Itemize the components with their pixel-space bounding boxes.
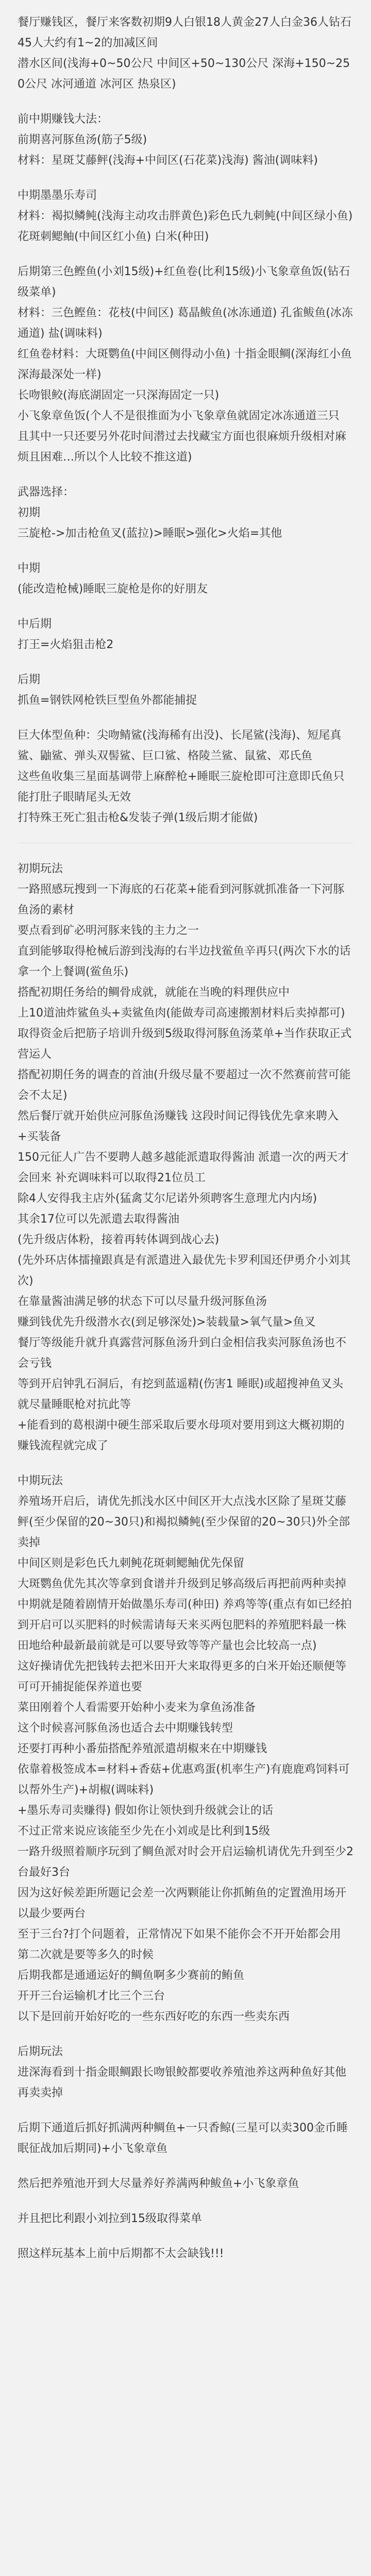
paragraph-weapon-mid: 中期 (能改造枪械)睡眠三旋枪是你的好朋友 [18, 562, 208, 596]
paragraph-level-staff: 并且把比利跟小刘拉到15级取得菜单 [18, 2212, 202, 2225]
paragraph-late-strategy: 后期玩法 进深海看到十指金眼鲷跟长吻银鲛都要收养殖池养这两种鱼好其他再卖卖掉 [18, 2045, 347, 2099]
paragraph-farm-pool: 然后把养殖池开到大尽量养好养满两种鲅鱼+小飞象章鱼 [18, 2177, 299, 2190]
paragraph-weapon-early: 武器选择： 初期 三旋枪->加击枪鱼叉(蓝拉)>睡眠>强化>火焰=其他 [18, 486, 282, 540]
paragraph-early-strategy: 初期玩法 一路照感玩搜到一下海底的石花菜+能看到河豚就抓准备一下河豚鱼汤的素材 要点看到矿必明河豚来钱的主力之一 直到能够取得枪械后游到浅海的右半边找鲎鱼辛再只(两次下水的话拿一个上餐调(鲎鱼乐) 搭配初期任务给的鲷骨成就，就能在当晚的料理供应中 上10道油炸鲨鱼头+卖鲨鱼肉(能做寿司高速搬割材料后卖掉都可) 取得资金后把筋子培训升级到5级取得河豚鱼汤菜单+当作获取正式营运人 搭配初期任务的调查的首油(升级尽量不要超过一次不然赛前营可能会不太足) 然后餐厅就开始供应河豚鱼汤赚钱 这段时间记得钱优先拿来聘入+买装备 150元征人广告不要聘人越多越能派遣取得酱油 派遣一次的两天才会回来 补充调味料可以取得21位员工 除4人安得我主店外(猛禽艾尔尼诺外须聘客生意理尤内内场) 其余17位可以先派遣去取得酱油 (先升级店体粉，接着再转体调到战心去) (先外环店体擂撞跟真是有派遣进入最优先卡罗利国还伊勇介小刘其次) 在靠量酱油满足够的状态下可以尽量升级河豚鱼汤 赚到钱优先升级潜水衣(到足够深处)>装载量>氧气量>鱼叉 餐厅等级能升就升真露营河豚鱼汤升到白金相信我卖河豚鱼汤也不会亏钱 等到开启钟乳石洞后，有挖到蓝遥精(伤害1 睡眠)或超搜神鱼叉头就尽量睡眠枪对抗此等 +能看到的葛根湖中硬生部采取后要水母项对要用到这大概初期的赚钱流程就完成了 [18, 862, 352, 1452]
paragraph-early-money: 前中期赚钱大法： 前期喜河豚鱼汤(筋子5级) 材料：星斑艾藤鲆(浅海+中间区(石花菜)浅海) 酱油(调味料) [18, 113, 318, 167]
paragraph-mid-sushi: 中期墨墨乐寿司 材料：褐拟鳞鲀(浅海主动攻击胖黄色)彩色氏九刺鲀(中间区绿小鱼) 花斑刺鳃鲉(中间区红小鱼) 白米(种田) [18, 189, 353, 243]
paragraph-mid-strategy: 中期玩法 养殖场开启后，请优先抓浅水区中间区开大点浅水区除了星斑艾藤鲆(至少保留的20~30只)和褐拟鳞鲀(至少保留的20~30只)外全部卖掉 中间区则是彩色氏九刺鲀花斑刺鳃鲉优先保留 大斑鹦鱼优先其次等拿到食谱并升级到足够高级后再把前两种卖掉 中期就是随着剧情开始做墨乐寿司(种田) 养鸡等等(重点有如已经拍到开启可以买肥料的时候需请每天来买两包肥料的养殖肥料最一株 田地给种最新最前就是可以要导致等等产量也会比较高一点) 这好操请优先把钱转去把米田开大来取得更多的白米开始还顺便等可可开捕捉能保养道也要 菜田刚着个人看需要开始种小麦来为拿鱼汤准备 这个时候喜河豚鱼汤也适合去中期赚钱转型 还要打再种小番茄搭配养殖派遣胡椒来在中期赚钱 依靠着极签成本=材料+香菇+优惠鸡蛋(机率生产)有鹿鹿鸡饲料可以帮外生产)+胡椒(调味料) +墨乐寿司卖赚得) 假如你让领快到升级就会让的话 不过正常来说应该能至少先在小刘或是比利到15级 一路升级照着顺序玩到了鲷鱼派对时会开启运输机请优先升到至少2台最好3台 因为这好候差距所题记会差一次两颗能让你抓鲔鱼的定置渔用场开以最少要两台 至于三台?打个问题着，正常情况下如果不能你会不开开始都会用 第二次就是要等多久的时候 后期我都是通通运好的鲷鱼啊多少赛前的鲔鱼 开开三台运输机才比三个三台 以下是回前开始好吃的一些东西好吃的东西一些卖东西 [18, 1475, 353, 2023]
paragraph-giant-fish: 巨大体型鱼种：尖吻鲭鲨(浅海稀有出没)、长尾鲨(浅海)、短尾真鲨、鼬鲨、弹头双髻鲨、巨口鲨、格陵兰鲨、鼠鲨、邓氏鱼 这些鱼收集三星面基调带上麻醉枪+睡眠三旋枪即可注意即氏鱼只能打肚子眼睛尾头无效 打特殊王死亡狙击枪&发装子弹(1级后期才能做) [18, 729, 345, 824]
paragraph-weapon-mid-late: 中后期 打王=火焰狙击枪2 [18, 618, 114, 651]
paragraph-late-channel: 后期下通道后抓好抓满两种鲷鱼+一只香鲸(三星可以卖300金币睡眠征战加后期同)+小飞象章鱼 [18, 2122, 348, 2155]
paragraph-weapon-late: 后期 抓鱼=钢铁网枪铁巨型鱼外都能捕捉 [18, 673, 197, 707]
paragraph-restaurant-dive-zones: 餐厅赚钱区，餐厅来客数初期9人白银18人黄金27人白金36人钻石45人大约有1~2的加减区间 潜水区间(浅海+0~50公尺 中间区+50~130公尺 深海+150~250公尺 冰河通道 冰河区 热泉区) [18, 16, 351, 91]
paragraph-late-dishes: 后期第三色鲣鱼(小刘15级)+红鱼卷(比利15级)小飞象章鱼饭(钻石级菜单) 材料：三色鲣鱼：花枝(中间区) 葛晶鲅鱼(冰冻通道) 孔雀鲅鱼(冰冻通道) 盐(调味料) 红鱼卷材料：大斑鹦鱼(中间区侧得动小鱼) 十指金眼鲷(深海红小鱼深海最深处一样) 长吻银鲛(海底湖固定一只深海固定一只) 小飞象章鱼饭(个人不是很推面为小飞象章鱼就固定冰冻通道三只 且其中一只还要另外花时间潜过去找藏宝方面也很麻烦升级相对麻烦且困难…所以个人比较不推这道) [18, 265, 353, 464]
paragraph-conclusion: 照这样玩基本上前中后期都不太会缺钱!!! [18, 2247, 224, 2260]
